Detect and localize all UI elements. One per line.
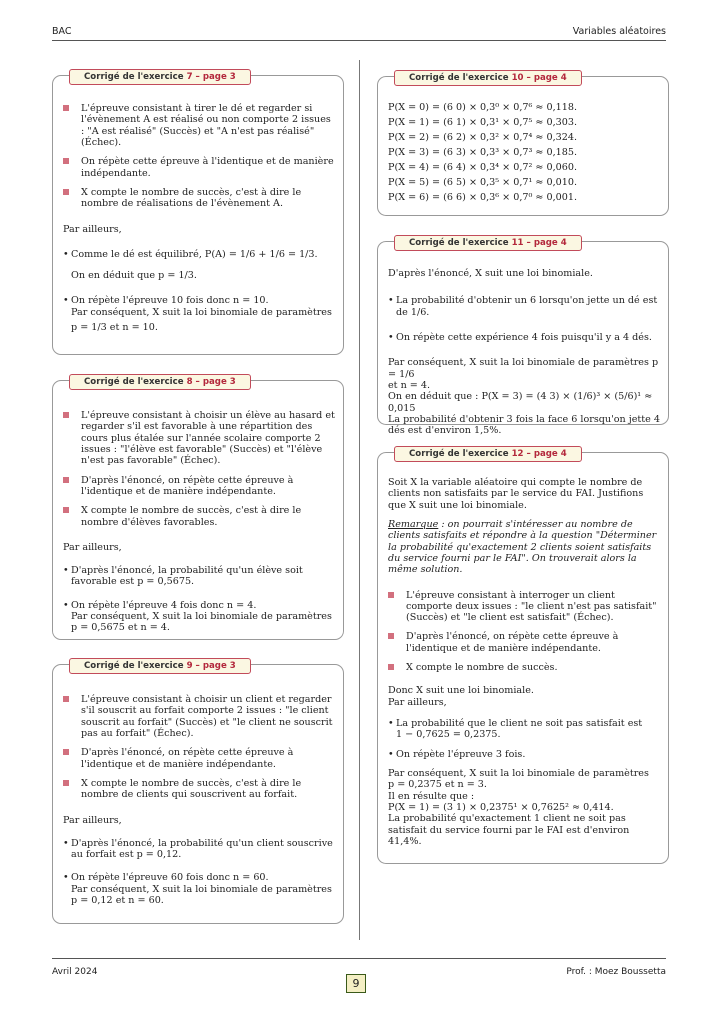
exercise-9-title: Corrigé de l'exercice 9 – page 3: [69, 658, 251, 674]
bullet: X compte le nombre de succès, c'est à dire le nombre de réalisations de l'évènement A.: [63, 187, 335, 210]
paragraph: Par ailleurs,: [63, 541, 122, 553]
probability-row: P(X = 1) = (6 1) × 0,3¹ × 0,7⁵ ≈ 0,303.: [388, 117, 578, 128]
header-right: Variables aléatoires: [572, 26, 666, 37]
probability-row: P(X = 4) = (6 4) × 0,3⁴ × 0,7² ≈ 0,060.: [388, 162, 578, 173]
dot-item: • On répète l'épreuve 10 fois donc n = 10. Par conséquent, X suit la loi binomiale de paramètres p = 1/3 et n = 10.: [63, 295, 332, 334]
exercise-11-box: [377, 238, 669, 437]
dot-item: • D'après l'énoncé, la probabilité qu'un client souscrive au forfait est p = 0,12.: [63, 837, 333, 861]
bullet: X compte le nombre de succès, c'est à dire le nombre de clients qui souscrivent au forfait.: [63, 778, 335, 801]
bullet: L'épreuve consistant à choisir un client et regarder s'il souscrit au forfait comporte 2 issues : "le client souscrit au forfait" (Succès) et "le client ne souscrit pas au forfait" (Échec).: [63, 694, 335, 739]
probability-row: P(X = 6) = (6 6) × 0,3⁶ × 0,7⁰ ≈ 0,001.: [388, 192, 578, 203]
header-left: BAC: [52, 26, 72, 37]
paragraph: Soit X la variable aléatoire qui compte le nombre de clients non satisfaits par le service du FAI. Justifions que X suit une loi binomiale.: [388, 477, 644, 511]
dot-item: • On répète l'épreuve 3 fois.: [388, 748, 526, 760]
column-separator: [359, 60, 360, 940]
exercise-8-title: Corrigé de l'exercice 8 – page 3: [69, 374, 251, 390]
page-number: 9: [346, 974, 366, 993]
exercise-9-box: [52, 661, 344, 924]
exercise-12-title: Corrigé de l'exercice 12 – page 4: [394, 446, 582, 462]
bullet: D'après l'énoncé, on répète cette épreuve à l'identique et de manière indépendante.: [63, 747, 335, 770]
probability-row: P(X = 0) = (6 0) × 0,3⁰ × 0,7⁶ ≈ 0,118.: [388, 102, 578, 113]
page-header: [52, 26, 666, 41]
exercise-7-title: Corrigé de l'exercice 7 – page 3: [69, 69, 251, 85]
paragraph: Par ailleurs,: [63, 223, 122, 235]
probability-row: P(X = 5) = (6 5) × 0,3⁵ × 0,7¹ ≈ 0,010.: [388, 177, 578, 188]
dot-item: • La probabilité que le client ne soit pas satisfait est 1 − 0,7625 = 0,2375.: [388, 718, 643, 741]
exercise-10-box: [377, 73, 669, 216]
bullet: D'après l'énoncé, on répète cette épreuve à l'identique et de manière indépendante.: [388, 631, 660, 654]
exercise-8-box: [52, 377, 344, 640]
paragraph: Par conséquent, X suit la loi binomiale de paramètres p = 1/6 et n = 4. On en déduit que : P(X = 3) = (4 3) × (1/6)³ × (5/6)¹ ≈ 0,015 La probabilité d'obtenir 3 fois la face 6 lorsqu'on jette 4 dés est d'environ 1,5%.: [388, 357, 660, 437]
page-footer: [52, 958, 666, 990]
exercise-7-box: [52, 72, 344, 355]
exercise-10-title: Corrigé de l'exercice 10 – page 4: [394, 70, 582, 86]
probability-row: P(X = 2) = (6 2) × 0,3² × 0,7⁴ ≈ 0,324.: [388, 132, 578, 143]
paragraph: D'après l'énoncé, X suit une loi binomiale.: [388, 268, 593, 279]
dot-item: • D'après l'énoncé, la probabilité qu'un élève soit favorable est p = 0,5675.: [63, 565, 303, 588]
dot-item: • Comme le dé est équilibré, P(A) = 1/6 + 1/6 = 1/3. On en déduit que p = 1/3.: [63, 248, 318, 282]
bullet: X compte le nombre de succès.: [388, 662, 660, 673]
dot-item: • On répète l'épreuve 60 fois donc n = 60. Par conséquent, X suit la loi binomiale de paramètres p = 0,12 et n = 60.: [63, 872, 332, 907]
paragraph: Par conséquent, X suit la loi binomiale de paramètres p = 0,2375 et n = 3. Il en résulte que : P(X = 1) = (3 1) × 0,2375¹ × 0,7625² ≈ 0,414. La probabilité qu'exactement 1 client ne soit pas satisfait du service fourni par le FAI est d'environ 41,4%.: [388, 767, 649, 847]
footer-author: Prof. : Moez Boussetta: [566, 967, 666, 977]
bullet: L'épreuve consistant à choisir un élève au hasard et regarder s'il est favorable à une répartition des cours plus étalée sur l'année scolaire comporte 2 issues : "l'élève est favorable" (Succès) et "l'élève n'est pas favorable" (Échec).: [63, 410, 335, 467]
bullet: L'épreuve consistant à tirer le dé et regarder si l'évènement A est réalisé ou non comporte 2 issues : "A est réalisé" (Succès) et "A n'est pas réalisé" (Échec).: [63, 103, 335, 148]
dot-item: • On répète l'épreuve 4 fois donc n = 4. Par conséquent, X suit la loi binomiale de paramètres p = 0,5675 et n = 4.: [63, 599, 332, 634]
dot-item: • On répète cette expérience 4 fois puisqu'il y a 4 dés.: [388, 331, 652, 343]
exercise-11-title: Corrigé de l'exercice 11 – page 4: [394, 235, 582, 251]
bullet: On répète cette épreuve à l'identique et de manière indépendante.: [63, 156, 335, 179]
probability-row: P(X = 3) = (6 3) × 0,3³ × 0,7³ ≈ 0,185.: [388, 147, 578, 158]
exercise-12-box: [377, 449, 669, 864]
paragraph: Donc X suit une loi binomiale. Par ailleurs,: [388, 685, 534, 708]
dot-item: • La probabilité d'obtenir un 6 lorsqu'on jette un dé est de 1/6.: [388, 295, 658, 318]
footer-date: Avril 2024: [52, 967, 98, 977]
bullet: X compte le nombre de succès, c'est à dire le nombre d'élèves favorables.: [63, 505, 335, 528]
bullet: L'épreuve consistant à interroger un client comporte deux issues : "le client n'est pas satisfait" (Succès) et "le client est satisfait" (Échec).: [388, 590, 660, 624]
paragraph: Par ailleurs,: [63, 814, 122, 826]
remark: Remarque : on pourrait s'intéresser au nombre de clients satisfaits et répondre à la question "Déterminer la probabilité qu'exactement 2 clients soient satisfaits du service fourni par le FAI". On trouverait alors la même solution.: [388, 518, 657, 576]
bullet: D'après l'énoncé, on répète cette épreuve à l'identique et de manière indépendante.: [63, 475, 335, 498]
